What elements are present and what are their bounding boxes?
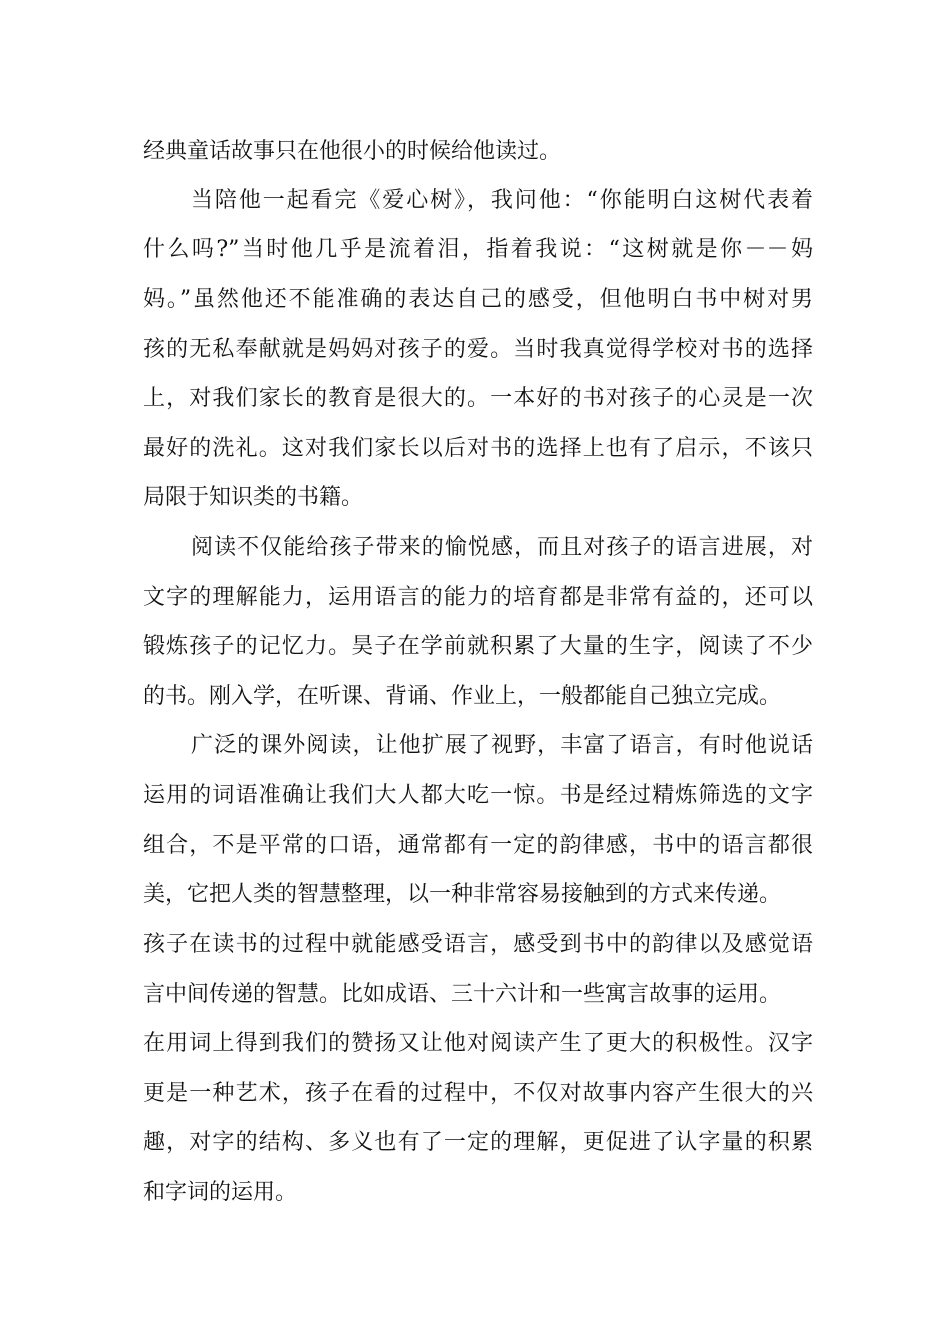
text-line: 言中间传递的智慧。比如成语、三十六计和一些寓言故事的运用。 [143,982,782,1007]
text-line: 组合，不是平常的口语，通常都有一定的韵律感，书中的语言都很 [143,833,813,858]
text-line: 局限于知识类的书籍。 [143,485,364,510]
text-line: 在用词上得到我们的赞扬又让他对阅读产生了更大的积极性。汉字 [143,1031,813,1056]
text-line: 什么吗?”当时他几乎是流着泪，指着我说：“这树就是你－－妈 [143,237,813,262]
text-line: 和字词的运用。 [143,1180,298,1205]
text-line: 妈。”虽然他还不能准确的表达自己的感受，但他明白书中树对男 [143,287,813,312]
text-line: 更是一种艺术，孩子在看的过程中，不仅对故事内容产生很大的兴 [143,1081,813,1106]
text-line: 运用的词语准确让我们大人都大吃一惊。书是经过精炼筛选的文字 [143,783,813,808]
text-line: 上，对我们家长的教育是很大的。一本好的书对孩子的心灵是一次 [143,386,813,411]
text-line: 孩子在读书的过程中就能感受语言，感受到书中的韵律以及感觉语 [143,932,813,957]
text-line: 广泛的课外阅读，让他扩展了视野，丰富了语言，有时他说话 [191,733,813,758]
text-line: 最好的洗礼。这对我们家长以后对书的选择上也有了启示，不该只 [143,436,813,461]
text-line: 的书。刚入学，在听课、背诵、作业上，一般都能自己独立完成。 [143,684,782,709]
text-line: 当陪他一起看完《爱心树》，我问他：“你能明白这树代表着 [191,188,813,213]
text-line: 文字的理解能力，运用语言的能力的培育都是非常有益的，还可以 [143,585,813,610]
text-line: 经典童话故事只在他很小的时候给他读过。 [143,139,562,164]
text-line: 锻炼孩子的记忆力。昊子在学前就积累了大量的生字，阅读了不少 [143,634,813,659]
text-line: 趣，对字的结构、多义也有了一定的理解，更促进了认字量的积累 [143,1130,813,1155]
text-line: 美，它把人类的智慧整理，以一种非常容易接触到的方式来传递。 [143,882,782,907]
text-line: 孩的无私奉献就是妈妈对孩子的爱。当时我真觉得学校对书的选择 [143,337,813,362]
text-line: 阅读不仅能给孩子带来的愉悦感，而且对孩子的语言进展，对 [191,535,813,560]
